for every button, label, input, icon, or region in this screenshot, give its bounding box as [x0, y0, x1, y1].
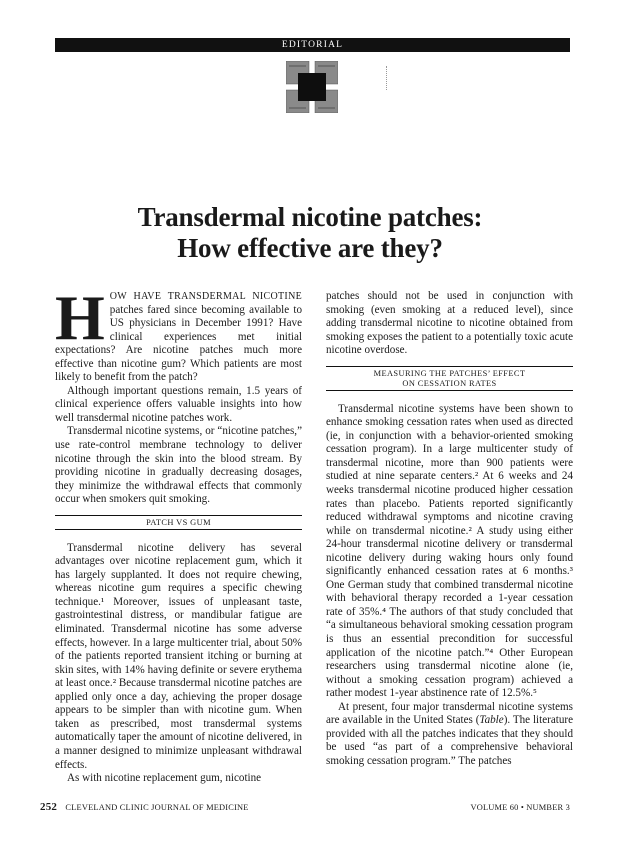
left-column	[55, 282, 302, 786]
right-column	[326, 290, 573, 769]
section-heading-line-2: ON CESSATION RATES	[402, 378, 497, 388]
table-reference: Table	[479, 714, 504, 727]
section-label: EDITORIAL	[281, 40, 344, 50]
paragraph	[326, 701, 573, 769]
paragraph-text: At present, four major transdermal nicotine systems are available in the United States (	[326, 700, 573, 727]
paragraph: As with nicotine replacement gum, nicotine	[67, 772, 262, 785]
title-line-2: How effective are they?	[177, 233, 443, 263]
section-heading	[55, 515, 302, 530]
intro-caps: OW HAVE TRANSDERMAL NICOTINE	[109, 291, 302, 302]
article-title	[80, 202, 540, 264]
paragraph: Transdermal nicotine delivery has several advantages over nicotine replacement gum, which it has largely supplanted. It does not require chewing, whereas nicotine gum requires a specific chewing technique.¹ Moreover, issues of unpleasant taste, gastrointestinal distress, or mandibular fatigue are eliminated. Transdermal nicotine has some adverse effects, however. In a large multicenter trial, about 50% of the patients reported transient itching or burning at skin sites, with 14% having definite or severe erythema at least once.² Because transdermal nicotine patches are applied only once a day, achieving the proper dosage appears to be simpler than with nicotine gum. When taken as prescribed, most transdermal systems automatically taper the amount of nicotine delivered, in a manner designed to minimize unpleasant withdrawal effects.	[55, 541, 302, 771]
journal-name: CLEVELAND CLINIC JOURNAL OF MEDICINE	[65, 803, 249, 812]
paragraph: Although important questions remain, 1.5 years of clinical experience offers valuable insights into how well transdermal nicotine patches work.	[55, 384, 302, 424]
intro-text: patches fared since becoming available to US physicians in December 1991? Have clinical experiences met initial expectations? Are nicotine patches much more effective than nicotine gum? Which patients are most likely to benefit from the patch?	[55, 303, 302, 384]
editorial-logo-icon	[286, 61, 338, 113]
section-heading-text: PATCH VS GUM	[146, 517, 211, 527]
paragraph-text: ). The literature provided with all the patches indicates that they should be used “as part of a comprehensive behavioral smoking cessation program.” The patches	[326, 714, 573, 767]
section-heading	[326, 366, 573, 391]
paragraph: Transdermal nicotine systems, or “nicotine patches,” use rate-control membrane technology to deliver nicotine through the skin into the blood stream. By providing nicotine in gradually decreasing dosages, they minimize the withdrawal effects that commonly occur when smokers quit smoking.	[55, 425, 302, 506]
paragraph-intro	[55, 282, 302, 385]
page-footer	[40, 801, 570, 815]
paragraph: Transdermal nicotine systems have been shown to enhance smoking cessation rates when used as directed (ie, in conjunction with a behavior-oriented smoking cessation program). In a large multicenter study of transdermal nicotine, more than 900 patients were studied at nine separate centers.² At 6 weeks and 24 weeks transdermal nicotine produced higher cessation rates than placebo. Patients reported significantly reduced withdrawal symptoms and nicotine craving while on transdermal nicotine.² A study using either 24-hour transdermal nicotine delivery or transdermal nicotine delivery during waking hours only found significantly enhanced cessation rates at 6 months.³ One German study that combined transdermal nicotine with behavioral therapy recorded a 1-year cessation rate of 35%.⁴ The authors of that study concluded that “a simultaneous behavioral smoking cessation program is thus an essential precondition for successful application of the nicotine patch.”⁴ Other European researchers using transdermal nicotine alone (ie, without a smoking cessation program) achieved a rather modest 1-year abstinence rate of 12.5%.⁵	[326, 402, 573, 700]
section-heading-line-1: MEASURING THE PATCHES’ EFFECT	[373, 368, 526, 378]
title-line-1: Transdermal nicotine patches:	[137, 202, 483, 232]
paragraph: patches should not be used in conjunction with smoking (even smoking at a reduced level), since adding transdermal nicotine to nicotine obtained from smoking exposes the patient to a potentially toxic acute nicotine overdose.	[326, 290, 573, 357]
drop-cap: H	[55, 282, 105, 353]
volume-info: VOLUME 60 • NUMBER 3	[470, 803, 570, 812]
margin-mark	[386, 66, 388, 90]
section-header-bar	[55, 38, 570, 52]
page-number: 252	[40, 801, 58, 813]
